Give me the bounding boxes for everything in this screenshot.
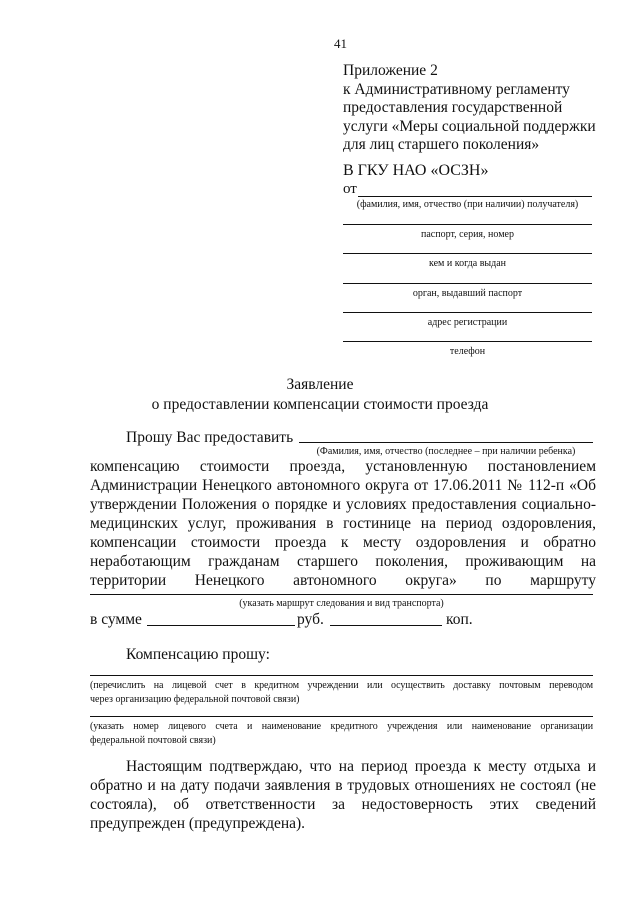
- confirmation-line: обратно и на дату подачи заявления в трудовых отношениях не состоял (не: [90, 777, 596, 794]
- issuing-authority-line[interactable]: [343, 283, 592, 284]
- appendix-line: услуги «Меры социальной поддержки: [343, 117, 596, 135]
- sum-label: в сумме: [90, 611, 142, 628]
- paragraph-line: утверждении Положения о порядке и условиях предоставления социально-: [90, 496, 596, 513]
- beneficiary-name-line[interactable]: [299, 442, 593, 443]
- address-line[interactable]: [343, 312, 592, 313]
- address-caption: адрес регистрации: [427, 317, 508, 328]
- payment-method-caption-line: через организацию федеральной почтовой связи): [90, 694, 300, 705]
- from-label: от: [343, 181, 357, 197]
- passport-caption: паспорт, серия, номер: [421, 229, 514, 240]
- paragraph-line: компенсацию стоимости проезда, установленную постановлением: [90, 458, 596, 475]
- appendix-header: [343, 62, 596, 155]
- issuing-authority-caption: орган, выдавший паспорт: [412, 288, 523, 299]
- account-details-line[interactable]: [90, 716, 593, 717]
- confirmation-line: Настоящим подтверждаю, что на период проезда к месту отдыха и: [126, 758, 596, 775]
- kop-label: коп.: [446, 611, 473, 628]
- account-details-caption-line: федеральной почтовой связи): [90, 735, 216, 746]
- compensation-label: Компенсацию прошу:: [126, 646, 270, 663]
- page-number: 41: [334, 36, 347, 51]
- phone-caption: телефон: [449, 346, 486, 357]
- payment-method-caption: [90, 680, 593, 705]
- paragraph-line: территории Ненецкого автономного округа» по маршруту: [90, 572, 596, 589]
- issued-by-caption: кем и когда выдан: [428, 258, 507, 269]
- phone-line[interactable]: [343, 341, 592, 342]
- sum-kop-line[interactable]: [330, 625, 442, 626]
- route-caption: (указать маршрут следования и вид транспорта): [239, 598, 444, 609]
- applicant-name-line[interactable]: [358, 196, 592, 197]
- document-subtitle: о предоставлении компенсации стоимости проезда: [151, 396, 489, 413]
- rub-label: руб.: [297, 611, 324, 628]
- appendix-line: к Административному регламенту: [343, 80, 570, 98]
- confirmation-line: предупрежден (предупреждена).: [90, 815, 306, 832]
- payment-method-line[interactable]: [90, 675, 593, 676]
- passport-line[interactable]: [343, 224, 592, 225]
- payment-method-caption-line: (перечислить на лицевой счет в кредитном учреждении или осуществить доставку почтовым переводом: [90, 680, 593, 691]
- appendix-line: Приложение 2: [343, 62, 438, 79]
- account-details-caption: [90, 721, 593, 746]
- paragraph-line: медицинских услуг, проживания в гостинице на период оздоровления,: [90, 515, 596, 532]
- appendix-line: предоставления государственной: [343, 99, 563, 116]
- sum-rub-line[interactable]: [147, 625, 295, 626]
- paragraph-line: Администрации Ненецкого автономного округа от 17.06.2011 № 112-п «Об: [90, 477, 596, 494]
- document-title: Заявление: [286, 376, 354, 393]
- recipient-org: В ГКУ НАО «ОСЗН»: [343, 162, 489, 179]
- appendix-line: для лиц старшего поколения»: [343, 136, 540, 153]
- paragraph-line: неработающим гражданам старшего поколения, проживающим на: [90, 553, 596, 570]
- route-line[interactable]: [90, 594, 593, 595]
- applicant-name-caption: (фамилия, имя, отчество (при наличии) получателя): [356, 199, 579, 210]
- account-details-caption-line: (указать номер лицевого счета и наименование кредитного учреждения или наименование организации: [90, 721, 593, 732]
- paragraph-line: компенсации стоимости проезда к месту оздоровления и обратно: [90, 534, 596, 551]
- issued-by-line[interactable]: [343, 253, 592, 254]
- confirmation-line: состояла), об ответственности за недостоверность этих сведений: [90, 796, 596, 813]
- request-intro: Прошу Вас предоставить: [126, 429, 294, 446]
- beneficiary-name-caption: (Фамилия, имя, отчество (последнее – при наличии ребенка): [316, 446, 576, 457]
